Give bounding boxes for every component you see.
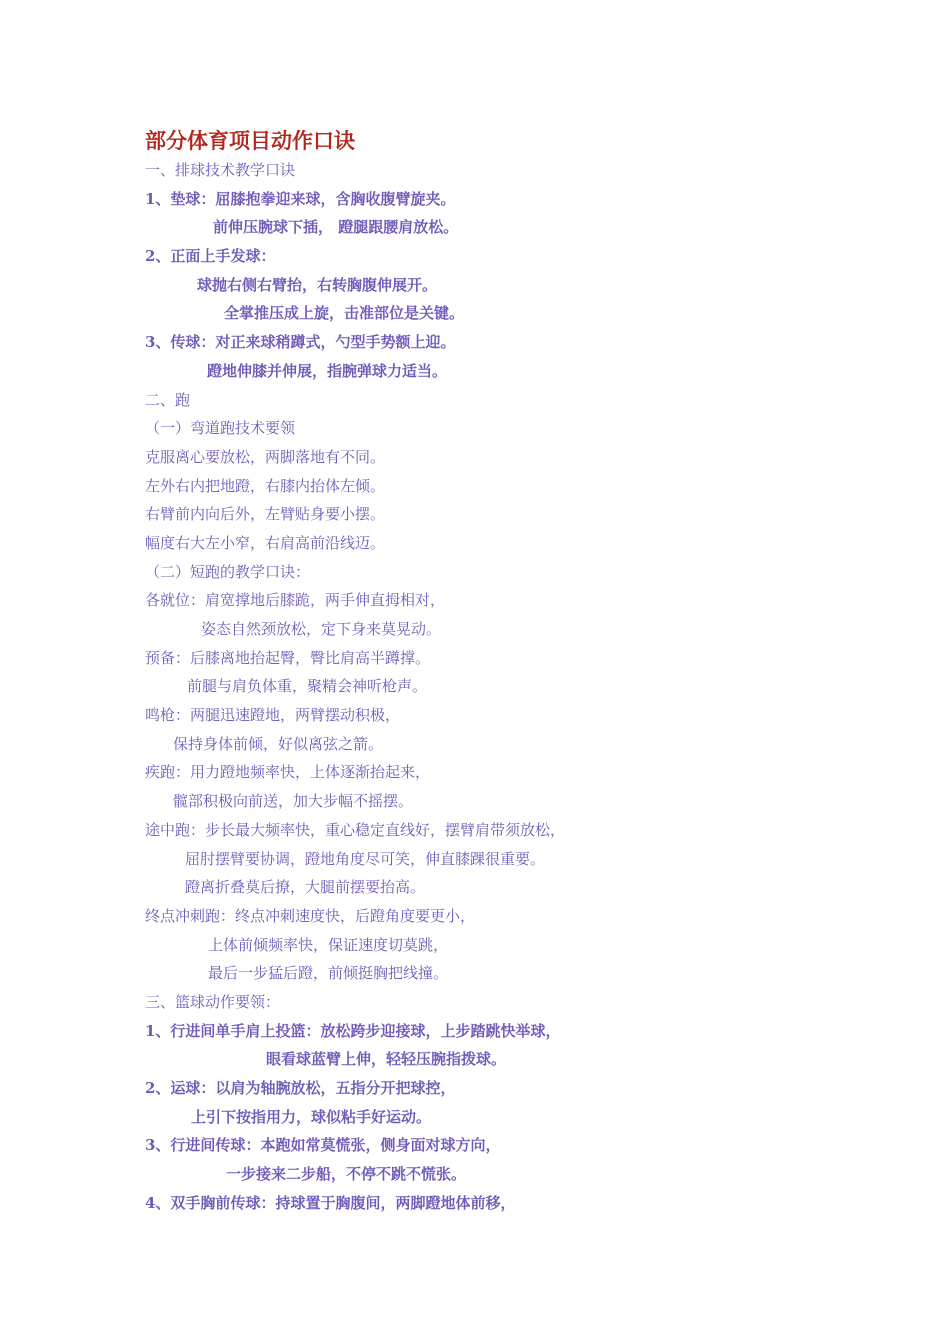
text-line: 1、垫球：屈膝抱拳迎来球，含胸收腹臂旋夹。 xyxy=(145,189,456,208)
text-line: 屈肘摆臂要协调，蹬地角度尽可笑，伸直膝踝很重要。 xyxy=(185,849,546,868)
text-line: （二）短跑的教学口诀： xyxy=(145,562,311,581)
text-line: 三、篮球动作要领： xyxy=(145,992,281,1011)
text-line: 上体前倾频率快，保证速度切莫跳， xyxy=(208,935,449,954)
text-line: 最后一步猛后蹬，前倾挺胸把线撞。 xyxy=(208,964,449,983)
text-line: 1、行进间单手肩上投篮：放松跨步迎接球，上步踏跳快举球， xyxy=(145,1021,561,1040)
text-line: 蹬地伸膝并伸展，指腕弹球力适当。 xyxy=(207,361,448,380)
text-line: 预备：后膝离地抬起臀，臀比肩高半蹲撑。 xyxy=(145,648,431,667)
text-line: 4、双手胸前传球：持球置于胸腹间，两脚蹬地体前移， xyxy=(145,1193,516,1212)
text-line: 一、排球技术教学口诀 xyxy=(145,161,296,179)
text-line: 上引下按指用力，球似粘手好运动。 xyxy=(191,1107,432,1126)
text-line: 眼看球蓝臂上伸，轻轻压腕指拨球。 xyxy=(266,1050,507,1069)
text-line: 幅度右大左小窄，右肩高前沿线迈。 xyxy=(145,533,386,552)
text-line: 终点冲刺跑：终点冲刺速度快，后蹬角度要更小， xyxy=(145,906,476,925)
text-line: 途中跑：步长最大频率快，重心稳定直线好，摆臂肩带须放松， xyxy=(145,820,566,839)
text-line: 全掌推压成上旋，击准部位是关键。 xyxy=(224,304,465,323)
text-line: 各就位：肩宽撑地后膝跪，两手伸直拇相对， xyxy=(145,591,446,610)
text-line: （一）弯道跑技术要领 xyxy=(145,419,296,438)
text-line: 姿态自然颈放松，定下身来莫晃动。 xyxy=(201,620,442,638)
text-body xyxy=(145,156,925,1217)
text-line: 一步接来二步船，不停不跳不慌张。 xyxy=(226,1165,467,1184)
text-line: 2、运球：以肩为轴腕放松，五指分开把球控， xyxy=(145,1079,456,1097)
text-line: 鸣枪：两腿迅速蹬地，两臂摆动积极， xyxy=(145,706,401,725)
text-line: 二、跑 xyxy=(145,390,191,409)
text-line: 右臂前内向后外，左臂贴身要小摆。 xyxy=(145,505,386,524)
text-line: 3、传球：对正来球稍蹲式，勺型手势额上迎。 xyxy=(145,333,456,352)
text-line: 保持身体前倾，好似离弦之箭。 xyxy=(173,734,384,753)
text-line: 克服离心要放松，两脚落地有不同。 xyxy=(145,447,386,466)
page-title: 部分体育项目动作口诀 xyxy=(145,128,355,153)
text-line: 左外右内把地蹬，右膝内抬体左倾。 xyxy=(145,476,386,495)
text-line: 前腿与肩负体重，聚精会神听枪声。 xyxy=(187,677,428,696)
text-line: 球抛右侧右臂抬，右转胸腹伸展开。 xyxy=(197,275,438,294)
text-line: 疾跑：用力蹬地频率快，上体逐渐抬起来， xyxy=(145,763,431,782)
text-line: 2、正面上手发球： xyxy=(145,247,276,266)
text-line: 髋部积极向前送，加大步幅不摇摆。 xyxy=(173,792,414,811)
text-line: 前伸压腕球下插， 蹬腿跟腰肩放松。 xyxy=(213,218,459,237)
text-line: 3、行进间传球：本跑如常莫慌张，侧身面对球方向， xyxy=(145,1136,501,1155)
text-line: 蹬离折叠莫后撩，大腿前摆要抬高。 xyxy=(185,878,426,897)
